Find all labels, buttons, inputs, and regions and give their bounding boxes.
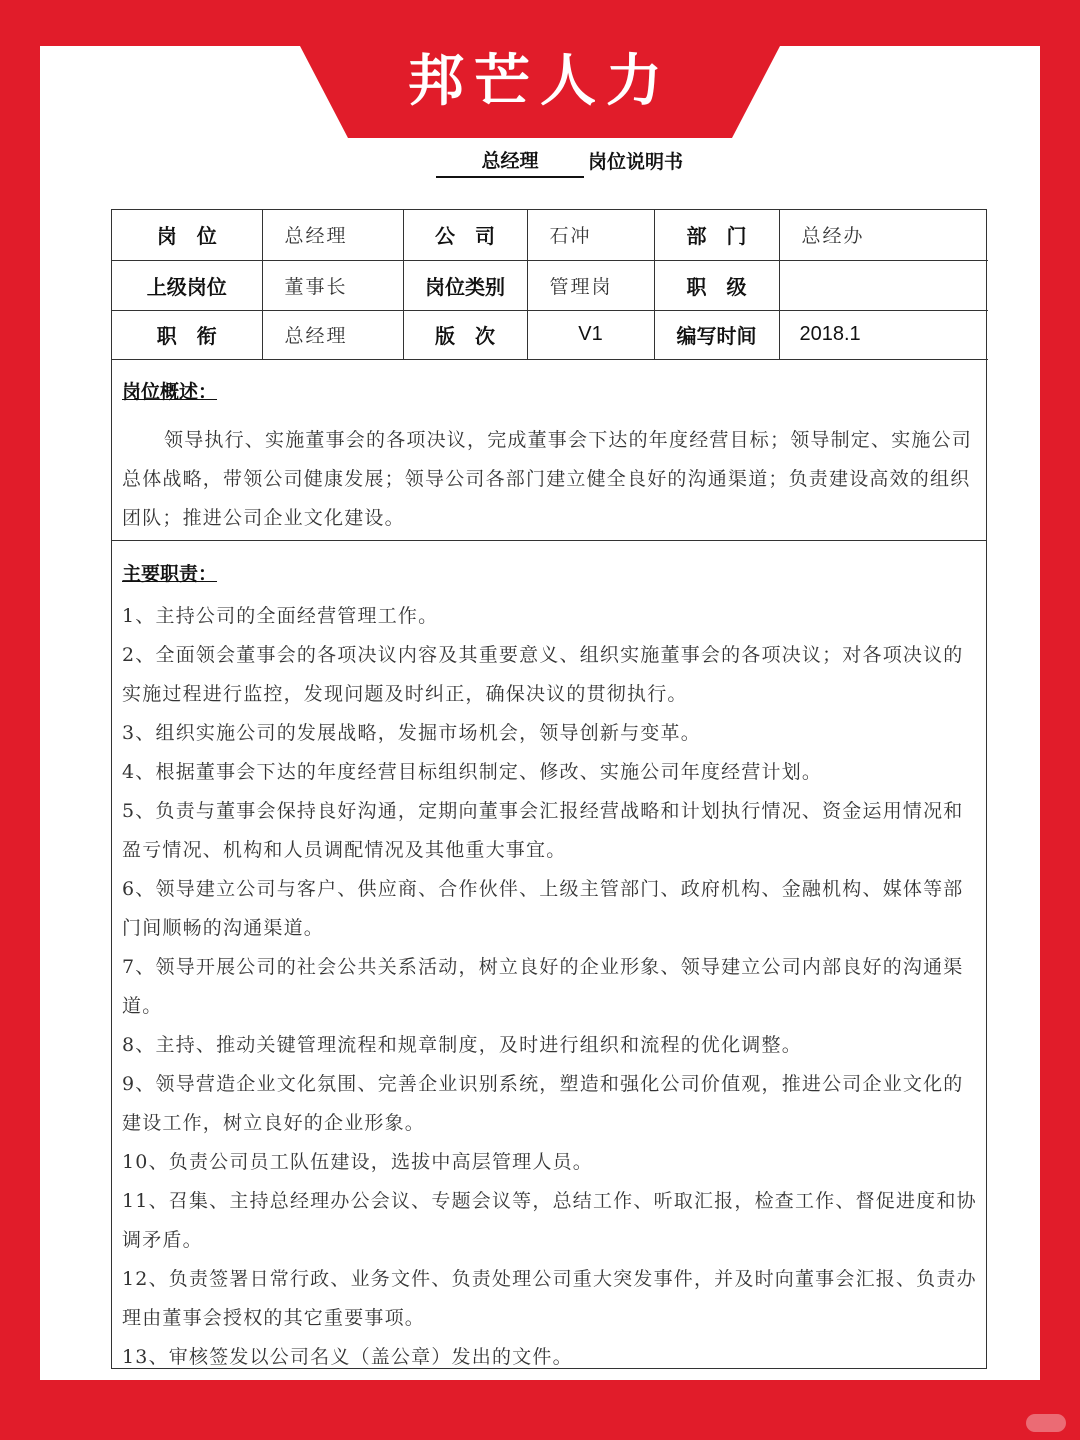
title-doc-type: 岗位说明书 <box>588 152 684 173</box>
label-version: 版 次 <box>403 310 527 359</box>
list-item: 9、领导营造企业文化氛围、完善企业识别系统，塑造和强化公司价值观，推进公司企业文化的建设工作，树立良好的企业形象。 <box>122 1073 964 1134</box>
value-version: V1 <box>527 310 654 359</box>
overview-section <box>112 359 986 541</box>
label-company: 公 司 <box>403 210 527 260</box>
responsibilities-section <box>112 541 986 1370</box>
document-title <box>436 150 683 178</box>
watermark-badge <box>1026 1414 1066 1432</box>
list-item: 2、全面领会董事会的各项决议内容及其重要意义、组织实施董事会的各项决议；对各项决议的实施过程进行监控，发现问题及时纠正，确保决议的贯彻执行。 <box>122 644 964 705</box>
label-grade: 职 级 <box>654 260 779 310</box>
responsibilities-list <box>122 597 978 1377</box>
value-title: 总经理 <box>262 310 403 359</box>
list-item: 4、根据董事会下达的年度经营目标组织制定、修改、实施公司年度经营计划。 <box>122 761 823 783</box>
list-item: 3、组织实施公司的发展战略，发掘市场机会，领导创新与变革。 <box>122 722 701 744</box>
list-item: 8、主持、推动关键管理流程和规章制度，及时进行组织和流程的优化调整。 <box>122 1034 802 1056</box>
value-position: 总经理 <box>262 210 403 260</box>
job-description-table <box>111 209 987 1369</box>
list-item: 1、主持公司的全面经营管理工作。 <box>122 605 439 627</box>
label-position: 岗 位 <box>112 210 262 260</box>
title-position-name: 总经理 <box>436 150 584 178</box>
label-written-date: 编写时间 <box>654 310 779 359</box>
overview-text: 领导执行、实施董事会的各项决议，完成董事会下达的年度经营目标；领导制定、实施公司总体战略，带领公司健康发展；领导公司各部门建立健全良好的沟通渠道；负责建设高效的组织团队；推进公司企业文化建设。 <box>122 429 973 529</box>
list-item: 5、负责与董事会保持良好沟通，定期向董事会汇报经营战略和计划执行情况、资金运用情况和盈亏情况、机构和人员调配情况及其他重大事宜。 <box>122 800 964 861</box>
label-department: 部 门 <box>654 210 779 260</box>
list-item: 11、召集、主持总经理办公会议、专题会议等，总结工作、听取汇报，检查工作、督促进度和协调矛盾。 <box>122 1190 977 1251</box>
info-row <box>112 310 988 359</box>
value-grade <box>779 260 988 310</box>
overview-title: 岗位概述： <box>122 382 218 403</box>
value-category: 管理岗 <box>527 260 654 310</box>
page-curl <box>815 1380 1040 1400</box>
info-grid <box>112 210 988 360</box>
value-written-date: 2018.1 <box>779 310 988 359</box>
list-item: 6、领导建立公司与客户、供应商、合作伙伴、上级主管部门、政府机构、金融机构、媒体等部门间顺畅的沟通渠道。 <box>122 878 964 939</box>
list-item: 13、审核签发以公司名义（盖公章）发出的文件。 <box>122 1346 573 1368</box>
info-row <box>112 210 988 260</box>
label-title: 职 衔 <box>112 310 262 359</box>
value-department: 总经办 <box>779 210 988 260</box>
info-row <box>112 260 988 310</box>
value-company: 石冲 <box>527 210 654 260</box>
value-superior: 董事长 <box>262 260 403 310</box>
label-superior: 上级岗位 <box>112 260 262 310</box>
list-item: 7、领导开展公司的社会公共关系活动，树立良好的企业形象、领导建立公司内部良好的沟通渠道。 <box>122 956 964 1017</box>
list-item: 12、负责签署日常行政、业务文件、负责处理公司重大突发事件，并及时向董事会汇报、负责办理由董事会授权的其它重要事项。 <box>122 1268 977 1329</box>
brand-logo: 邦芒人力 <box>408 48 672 114</box>
responsibilities-title: 主要职责： <box>122 564 218 585</box>
label-category: 岗位类别 <box>403 260 527 310</box>
list-item: 10、负责公司员工队伍建设，选拔中高层管理人员。 <box>122 1151 593 1173</box>
